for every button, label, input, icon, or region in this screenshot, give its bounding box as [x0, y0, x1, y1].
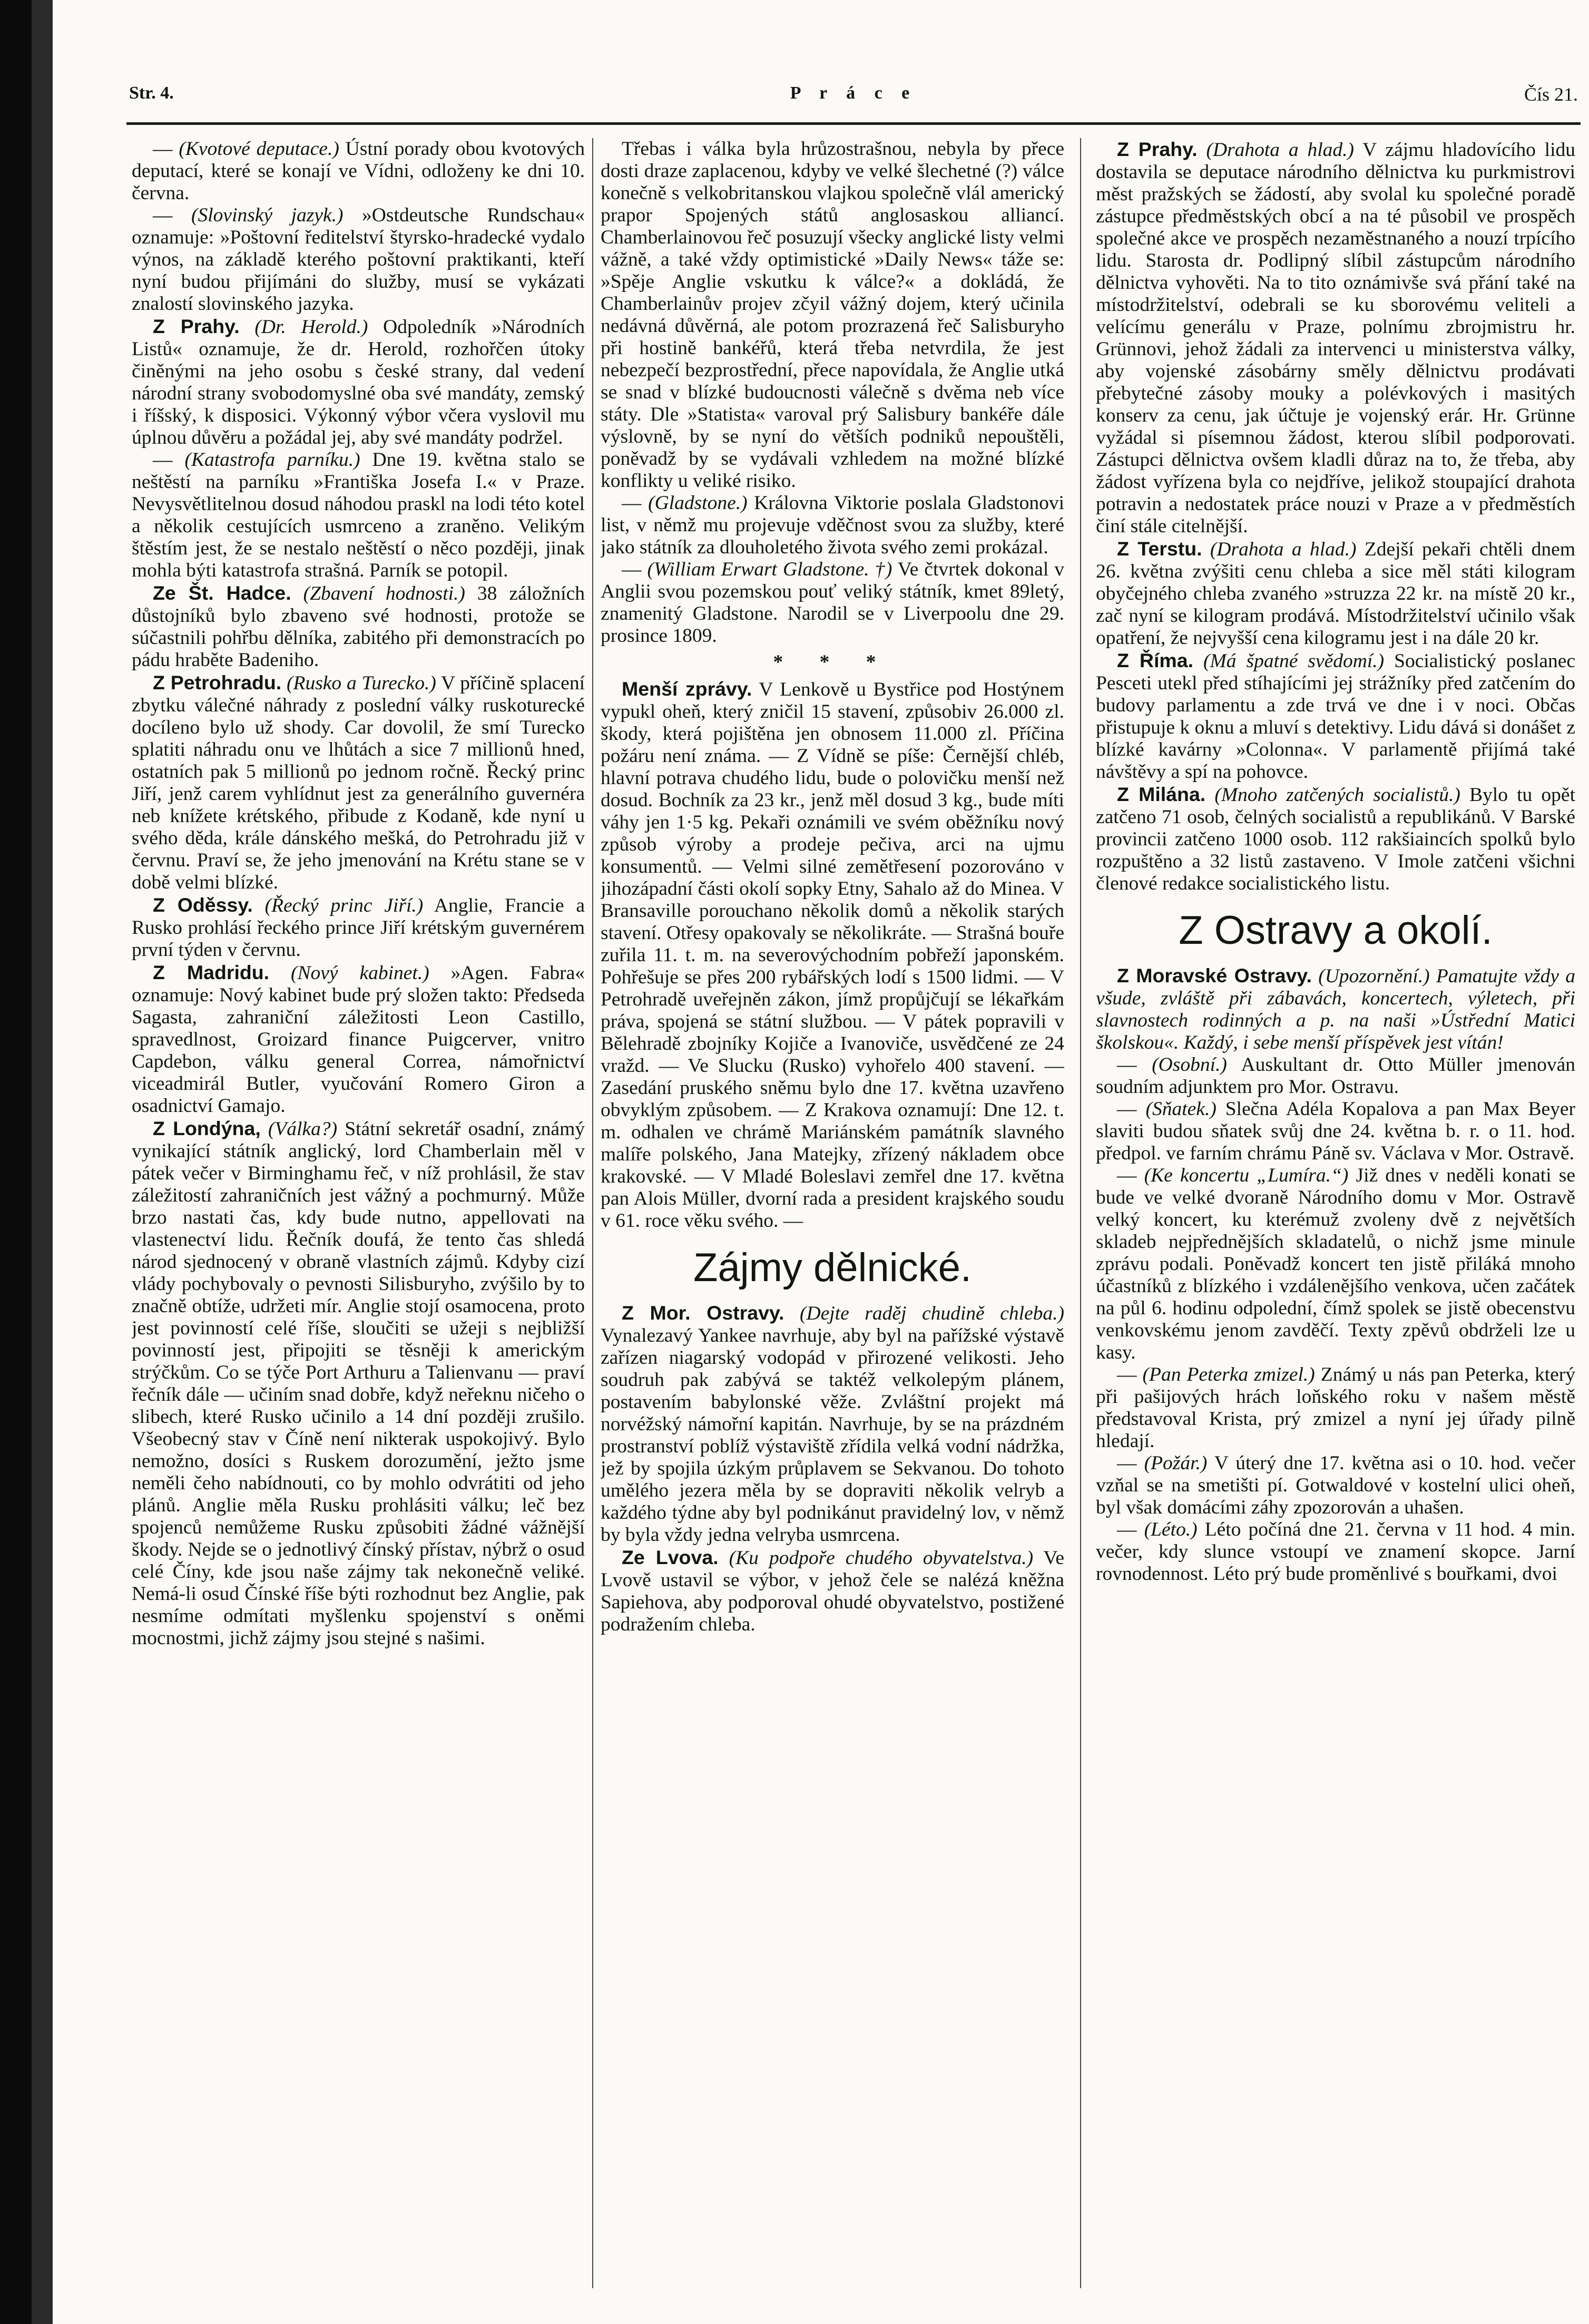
dash-lead: — [153, 204, 192, 226]
article-topic: (Mnoho zatčených socialistů.) [1214, 784, 1460, 806]
article-paragraph [1096, 1054, 1575, 1098]
asterism: * * * [773, 651, 892, 673]
article-paragraph [601, 559, 1064, 647]
article-text: Zdejší pekaři chtěli dnem 26. května zvýšiti cenu chleba a sice měl státi kilogram obyčejného chleba zvaného »struzza 22 kr. na místě 20 kr., zač nyní se kilogram prodává. Místodržitelství učinilo však opatření, že nejvyšší cena kilogramu jest i na dále 20 kr. [1096, 539, 1575, 649]
newspaper-title: P r á c e [790, 83, 917, 103]
article-paragraph [1096, 138, 1575, 538]
article-paragraph [601, 138, 1064, 492]
dateline: Ze Lvova. [622, 1546, 719, 1568]
article-paragraph [1096, 1098, 1575, 1165]
article-topic: (Dr. Herold.) [254, 316, 368, 338]
article-topic: (Upozornění.) Pamatujte vždy a všude, zvláště při zábavách, koncertech, výletech, při slavnostech rodinných a p. na naši »Ústřední Matici školskou«. Každý, i sebe menší příspěvek jest vítán! [1096, 965, 1575, 1053]
dateline: Ze Št. Hadce. [153, 582, 291, 604]
dateline: Z Moravské Ostravy. [1117, 964, 1312, 987]
dash-lead: — [1117, 1098, 1146, 1120]
article-paragraph [132, 671, 585, 894]
dash-lead: — [153, 449, 185, 471]
article-text: V příčině splacení zbytku válečné náhrady z poslední války ruskoturecké docíleno bylo už shody. Car dovolil, že smí Turecko splatiti náhradu onu ve lhůtách a sice 7 millionů hned, ostatních pak 5 millionů po jednom ročně. Řecký princ Jiří, jenž carem vyhlídnut jest za generálního guvernéra neb knížete krétského, přibude z Kodaně, kde nyní u svého děda, krále dánského mešká, do Petrohradu již v červnu. Praví se, že jeho jmenování na Krétu stane se v době velmi blízké. [132, 672, 585, 893]
article-paragraph [1096, 783, 1575, 895]
article-text: Slečna Adéla Kopalova a pan Max Beyer slaviti budou sňatek svůj dne 24. května b. r. o 11. hod. předpol. ve farním chrámu Páně sv. Václava v Mor. Ostravě. [1096, 1098, 1575, 1164]
article-paragraph [132, 582, 585, 671]
article-text: Ve Lvově ustavil se výbor, v jehož čele se nalézá kněžna Sapiehova, aby podporoval ohudé obyvatelstvo, postižené podražením chleba. [601, 1547, 1064, 1635]
article-paragraph [132, 138, 585, 204]
article-topic: (Drahota a hlad.) [1210, 539, 1357, 560]
header-rule [126, 122, 1581, 125]
article-paragraph [1096, 964, 1575, 1054]
article-text: »Ostdeutsche Rundschau« oznamuje: »Poštovní ředitelství štyrsko-hradecké vydalo výnos, na základě kterého poštovní praktikanti, kteří nyní budou přijímáni do služby, musí se vykázati znalostí slovinského jazyka. [132, 204, 585, 315]
dateline: Z Říma. [1117, 649, 1194, 671]
column-divider [592, 138, 593, 2288]
article-text: Vynalezavý Yankee navrhuje, aby byl na pařížské výstavě zařízen niagarský vodopád v přirozené velikosti. Jeho soudruh pak zabývá se taktéž velkolepým plánem, postavením babylonské věže. Zvláštní projekt má norvéžský námořní kapitán. Navrhuje, by se na prázdném prostranství poblíž výstaviště zřídila velká vodní nádržka, jež by spojila úzkým průplavem se Sekvanou. Do tohoto umělého jezera měla by se dopraviti několik velryb a každého týdne aby byl podnikánut pravidelný lov, v němž by byla vždy jedna velryba usmrcena. [601, 1325, 1064, 1546]
article-text: V zájmu hladovícího lidu dostavila se deputace národního dělnictva ku purkmistrovi měst pražských se žádostí, aby svolal ku společné poradě zástupce předměstských obcí a na té působil ve prospěch společné akce ve prospěch nezaměstnaného a nouzí trpícího lidu. Starosta dr. Podlipný slíbil zástupcům národního dělnictva vyhověti. Na to tito oznámivše svá přání také na místodržitelství, odebrali se ku sborovému veliteli a velícímu generálu v Praze, polnímu zbrojmistru hr. Grünnovi, jehož žádali za intervenci u ministerstva války, aby vojenské zásobárny směly dělnictvu prodávati přebytečné zásoby mouky a polévkových i masitých konserv za cenu, jak účtuje je vojenský erár. Hr. Grünne vyžádal si písemnou žádost, kterou slíbil podporovati. Zástupci dělnictva ovšem kladli důraz na to, že třeba, aby žádost vyřízena byla co nejdříve, jelikož stoupající drahota potravin a nedostatek práce nouzi v Praze a v předměstích činí stále citelnější. [1096, 139, 1575, 537]
article-paragraph [1096, 538, 1575, 649]
dash-lead: — [153, 138, 179, 160]
dateline: Z Madridu. [153, 961, 270, 983]
section-heading: Z Ostravy a okolí. [1179, 908, 1493, 953]
dateline: Z Mor. Ostravy. [622, 1302, 784, 1324]
dateline: Z Londýna, [153, 1117, 261, 1139]
article-text: Ústní porady obou kvotových deputací, které se konají ve Vídni, odloženy ke dni 10. června. [132, 138, 585, 204]
article-topic: (Dejte raděj chudině chleba.) [800, 1303, 1064, 1324]
article-topic: (Gladstone.) [648, 492, 748, 514]
article-paragraph [1096, 649, 1575, 783]
article-paragraph [601, 492, 1064, 559]
article-topic: (Řecký princ Jiří.) [264, 895, 424, 916]
article-text: Státní sekretář osadní, známý vynikající státník anglický, lord Chamberlain měl v pátek večer v Birminghamu řeč, v níž prohlásil, že stav záležitostí zahraničních jest vážný a pochmurný. Může brzo nastati čas, kdy bude nutno, appellovati na vlastenectví lidu. Řečník doufá, že tento čas shledá národ sjednocený v obraně vlastních zájmů. Kdyby cizí vlády pochybovaly o pevnosti Silisburyho, zvýšilo by to značně obtíže, udržeti mír. Anglie stojí osamocena, proto jest povinností celé říše, sloučiti se užeji s nejbližší povinností jest, připojiti se těsněji k americkým strýčkům. Co se týče Port Arthuru a Talienvanu — praví řečník dále — učiním snad dobře, když neřeknu ničeho o slibech, které Rusko učinilo a 14 dní později zrušilo. Všeobecný stav v Číně není nikterak uspokojivý. Bylo nemožno, dosíci s Ruskem dorozumění, ježto jsme neměli čeho nabídnouti, co by mohlo odvrátiti od jeho plánů. Anglie měla Rusku prohlásiti válku; leč bez spojenců nemůžeme Rusku způsobiti žádné vážnější škody. Nejde se o jednotlivý čínský přístav, nýbrž o osud celé Číny, kde jsou naše zájmy tak nekonečně veliké. Nemá-li osud Čínské říše býti rozhodnut bez Anglie, pak nesmíme odmítati myšlenku spojenství s oněmi mocnostmi, jichž zájmy jsou stejné s našimi. [132, 1118, 585, 1649]
article-text: Dne 19. května stalo se neštěstí na parníku »Františka Josefa I.« v Praze. Nevysvětlitelnou dosud náhodou praskl na lodi této kotel a několik cestujících usmrceno a zraněno. Velikým štěstím jest, že se nestalo neštěstí o něco později, jinak mohla býti katastrofa strašná. Parník se potopil. [132, 449, 585, 581]
article-text: Ve čtvrtek dokonal v Anglii svou pozemskou pouť veliký státník, kmet 89letý, znamenitý Gladstone. Narodil se v Liverpoolu dne 29. prosince 1809. [601, 559, 1064, 647]
article-topic: (William Erwart Gladstone. †) [647, 559, 892, 580]
article-text: V Lenkově u Bystřice pod Hostýnem vypukl oheň, který zničil 15 stavení, způsobiv 26.000 zl. škody, která pojištěna jen obnosem 11.000 zl. Příčina požáru není známa. — Z Vídně se píše: Černější chléb, hlavní potrava chudého lidu, bude o polovičku menší než dosud. Bochník za 23 kr., jenž měl dosud 3 kg., bude míti váhy jen 1·5 kg. Pekaři oznámili ve svém oběžníku nový způsob výroby a prodeje pečiva, arci na ujmu konsumentů. — Velmi silné zemětřesení pozorováno v jihozápadní části okolí sopky Etny, Sahalo až do Minea. V Bransaville porouchano několik domů a několik starých stavení. Otřesy opakovaly se několikráte. — Strašná bouře zuřila 11. t. m. na severovýchodním pobřeží japonském. Pohřešuje se přes 200 rybářských lodí s 1500 lidmi. — V Petrohradě uveřejněn zákon, jímž propůjčují se lékařkám práva, spojená se státní službou. — V pátek popravili v Bělehradě zbojníky Kojiče a Ivanoviče, usvědčené ze 24 vražd. — Ve Slucku (Rusko) vyhořelo 400 stavení. — Zasedání pruského sněmu bylo dne 17. května uzavřeno obvyklým způsobem. — Z Krakova oznamují: Dne 12. t. m. odhalen ve chrámě Mariánském památník slavného malíře polského, Jana Matejky, zřízený nákladem obce krakovské. — V Mladé Boleslavi zemřel dne 17. května pan Alois Müller, dvorní rada a president krajského soudu v 61. roce věku svého. — [601, 679, 1064, 1232]
article-paragraph [132, 315, 585, 449]
article-topic: (Rusko a Turecko.) [287, 672, 436, 694]
column-2 [601, 138, 1064, 2288]
dateline: Z Terstu. [1117, 538, 1202, 560]
article-paragraph [132, 961, 585, 1117]
article-paragraph [132, 894, 585, 961]
article-topic: (Má špatné svědomí.) [1203, 650, 1385, 672]
article-text: Královna Viktorie poslala Gladstonovi list, v němž mu projevuje vděčnost svou za služby, které jako státník za dlouholetého života svého zemi prokázal. [601, 492, 1064, 558]
column-3 [1096, 138, 1575, 2288]
article-paragraph [601, 678, 1064, 1232]
article-paragraph [1096, 1452, 1575, 1519]
section-heading: Zájmy dělnické. [693, 1245, 972, 1290]
article-paragraph [132, 449, 585, 582]
article-paragraph [132, 204, 585, 315]
dash-lead: — [622, 559, 648, 580]
article-text: 38 záložních důstojníků bylo zbaveno své hodnosti, protože se súčastnili pohřbu dělníka, zabitého při demonstracích po pádu hraběte Badeniho. [132, 583, 585, 671]
article-paragraph [601, 1302, 1064, 1546]
article-topic: (Katastrofa parníku.) [184, 449, 360, 471]
article-text: Již dnes v neděli konati se bude ve velké dvoraně Národního domu v Mor. Ostravě velký koncert, ku kterémuž zvoleny dvě z největších skladeb nejpřednějších skladatelů, o nichž jsme minule zprávu podali. Poněvadž koncert ten jistě přiláká mnoho účastníků z blízkého i vzdálenějšího venkova, učen začátek na půl 6. hodinu odpolední, čímž spolek se jistě obecenstvu venkovskému jenom zavděčí. Texty zpěvů obdrželi lze u kasy. [1096, 1165, 1575, 1363]
article-topic: (Sňatek.) [1145, 1098, 1217, 1120]
article-topic: (Slovinský jazyk.) [191, 204, 344, 226]
dash-lead: — [1117, 1165, 1144, 1186]
dateline: Z Prahy. [1117, 138, 1198, 160]
article-text: Odpoledník »Národních Listů« oznamuje, že dr. Herold, rozhořčen útoky činěnými na jeho osobu s české strany, dal vedení národní strany svobodomyslné oba své mandáty, zemský i říšský, k disposici. Výkonný výbor včera vyslovil mu úplnou důvěru a požádal jej, aby své mandáty podržel. [132, 316, 585, 448]
article-text: Léto počíná dne 21. června v 11 hod. 4 min. večer, kdy slunce vstoupí ve znamení skopce. Jarní rovnodennost. Léto prý bude proměnlivé s bouřkami, dvoi [1096, 1519, 1575, 1585]
article-topic: (Nový kabinet.) [291, 962, 429, 984]
masthead [129, 78, 1578, 115]
article-topic: (Válka?) [268, 1118, 338, 1140]
article-text: Známý u nás pan Peterka, který při pašijových hrách loňského roku v našem městě představoval Krista, prý zmizel a nyní jej úřady pilně hledají. [1096, 1364, 1575, 1452]
dateline: Menší zprávy. [622, 678, 752, 700]
article-topic: (Ku podpoře chudého obyvatelstva.) [729, 1547, 1034, 1569]
article-paragraph [601, 1546, 1064, 1636]
dash-lead: — [1117, 1364, 1143, 1385]
dateline: Z Petrohradu. [153, 671, 282, 694]
article-text: »Agen. Fabra« oznamuje: Nový kabinet bude prý složen takto: Předseda Sagasta, zahraniční záležitosti Leon Castillo, spravedlnost, Groizard finance Puigcerver, vnitro Capdebon, válku general Correa, námořnictví viceadmirál Butler, vyučování Romero Giron a osadnictví Gamajo. [132, 962, 585, 1117]
article-topic: (Zbavení hodnosti.) [303, 583, 465, 604]
article-topic: (Pan Peterka zmizel.) [1142, 1364, 1315, 1385]
article-topic: (Požár.) [1144, 1452, 1208, 1474]
article-text: Třebas i válka byla hrůzostrašnou, nebyla by přece dosti draze zaplacenou, kdyby ve velké šlechetné (?) válce konečně s velkobritanskou vlajkou společně vlál americký prapor Spojených států anglosaskou alliancí. Chamberlainovou řeč posuzují všecky anglické listy velmi vážně, a také vždy optimistické »Daily News« táže se: »Spěje Anglie vskutku k válce?« a dokládá, že Chamberlainův projev zčyil vážný dojem, který učinila nedávná důvěrná, ale potom prozrazená řeč Salisburyho při hostině bankéřů, která třeba netvrdila, že jest nebezpečí bezprostřední, přece napovídala, že Anglie utká se snad v blízké budoucnosti válečně s dvěma neb více státy. Dle »Statista« varoval prý Salisbury bankéře dále výslovně, by se nyní do větších podniků nepouštěli, poněvadž by se vydávali vzhledem na možné blízké konflikty u veliké risiko. [601, 138, 1064, 492]
dateline: Z Milána. [1117, 783, 1206, 805]
article-text: Anglie, Francie a Rusko prohlásí řeckého prince Jiří krétským guvernérem první týden v červnu. [132, 895, 585, 961]
page-number: Str. 4. [129, 83, 174, 103]
scan-edge [0, 0, 32, 2324]
issue-number: Čís 21. [1524, 84, 1578, 105]
article-topic: (Drahota a hlad.) [1206, 139, 1354, 161]
column-divider [1080, 138, 1081, 2288]
article-topic: (Kvotové deputace.) [179, 138, 339, 160]
article-text: Socialistický poslanec Pesceti utekl před stíhajícími jej strážníky před zatčením do budovy parlamentu a zde trvá ve dne i v noci. Občas přistupuje k oknu a mluví s detektivy. Lidu dává si donášet z blízké kavárny »Colonna«. V parlamentě přijímá také návštěvy a spí na pohovce. [1096, 650, 1575, 783]
dash-lead: — [622, 492, 649, 514]
article-topic: (Léto.) [1144, 1519, 1198, 1540]
dateline: Z Prahy. [153, 315, 240, 337]
dash-lead: — [1117, 1054, 1152, 1076]
dash-lead: — [1117, 1519, 1144, 1540]
article-paragraph [1096, 1519, 1575, 1585]
dash-lead: — [1117, 1452, 1144, 1474]
article-paragraph [1096, 1364, 1575, 1452]
article-paragraph [1096, 1165, 1575, 1364]
dateline: Z Oděssy. [153, 894, 253, 916]
article-text: Bylo tu opět zatčeno 71 osob, čelných socialistů a republikánů. V Barské provincii zatčeno 1000 osob. 112 rakšiaincích spolků bylo rozpuštěno a 32 listů zastaveno. V Imole zatčeni všichni členové redakce socialistického listu. [1096, 784, 1575, 894]
article-text: Auskultant dr. Otto Müller jmenován soudním adjunktem pro Mor. Ostravu. [1096, 1054, 1575, 1098]
column-1 [132, 138, 585, 2288]
scan-edge-shadow [32, 0, 53, 2324]
article-paragraph [132, 1117, 585, 1649]
article-text: V úterý dne 17. května asi o 10. hod. večer vzňal se na smetišti pí. Gotwaldové v kostelní ulici oheň, byl však domácími záhy zpozorován a uhašen. [1096, 1452, 1575, 1518]
article-topic: (Ke koncertu „Lumíra.“) [1144, 1165, 1349, 1186]
article-topic: (Osobní.) [1152, 1054, 1227, 1076]
